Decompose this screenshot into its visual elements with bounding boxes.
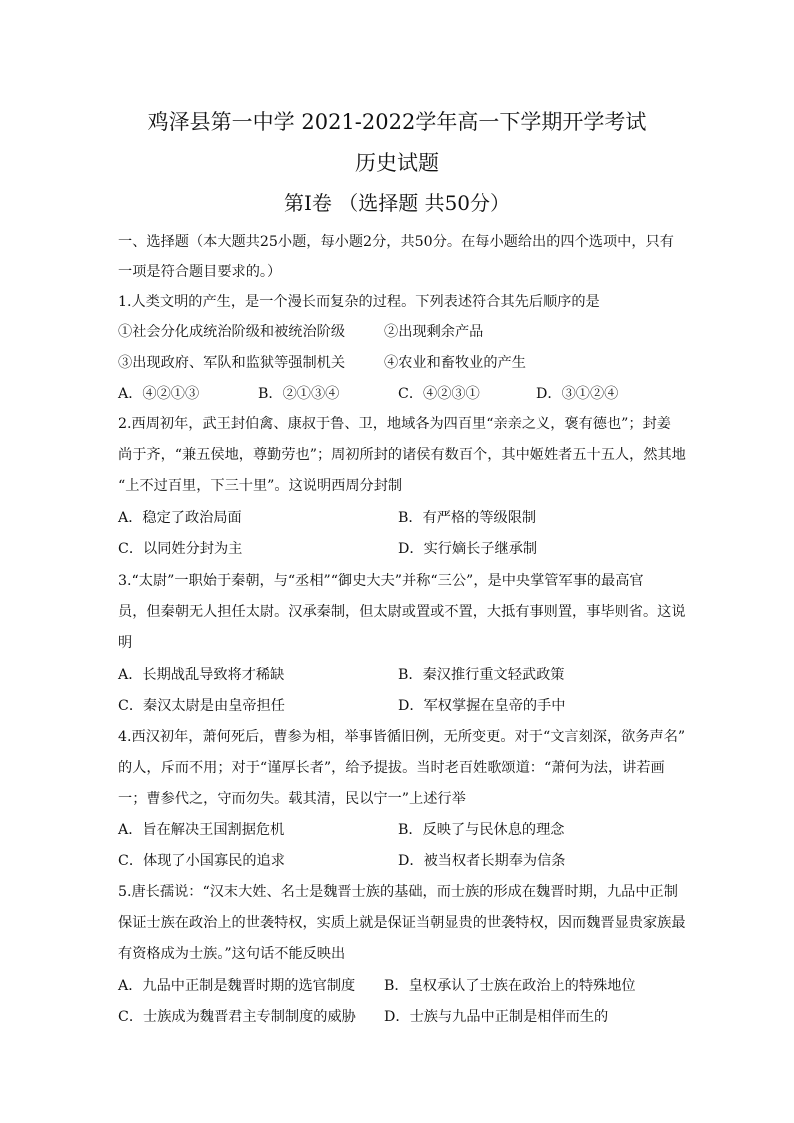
question-5-stem: 保证士族在政治上的世袭特权，实质上就是保证当朝显贵的世袭特权，因而魏晋显贵家族最 — [118, 915, 686, 931]
subject-title: 历史试题 — [355, 151, 439, 175]
question-1-item-3: ③出现政府、军队和监狱等强制机关 — [118, 355, 346, 371]
exam-title: 鸡泽县第一中学 2021-2022学年高一下学期开学考试 — [147, 110, 647, 134]
question-1-stem: 1.人类文明的产生，是一个漫长而复杂的过程。下列表述符合其先后顺序的是 — [118, 294, 600, 310]
question-1-item-1: ①社会分化成统治阶级和被统治阶级 — [118, 324, 346, 340]
question-3-option-c: C．秦汉太尉是由皇帝担任 — [118, 698, 285, 714]
question-4-option-c: C．体现了小国寡民的追求 — [118, 853, 285, 869]
question-5-option-c: C．士族成为魏晋君主专制制度的威胁 — [118, 1009, 356, 1025]
question-5-stem: 5.唐长孺说：“汉末大姓、名士是魏晋士族的基础，而士族的形成在魏晋时期，九品中正制 — [118, 884, 678, 900]
question-4-option-d: D．被当权者长期奉为信条 — [398, 853, 566, 869]
section-title: 第Ⅰ卷 （选择题 共50分） — [283, 191, 511, 215]
question-2-option-d: D．实行嫡长子继承制 — [398, 541, 538, 557]
question-1-item-2: ②出现剩余产品 — [384, 324, 484, 340]
question-5-option-b: B．皇权承认了士族在政治上的特殊地位 — [384, 978, 636, 994]
question-1-option-c: C．④②③① — [398, 386, 480, 402]
question-3-option-a: A．长期战乱导致将才稀缺 — [118, 667, 285, 683]
question-3-stem: 3.“太尉”一职始于秦朝，与“丞相”“御史大夫”并称“三公”，是中央掌管军事的最高官 — [118, 573, 644, 589]
question-3-option-d: D．军权掌握在皇帝的手中 — [398, 698, 566, 714]
question-1-option-b: B．②①③④ — [258, 386, 340, 402]
question-4-stem: 一；曹参代之，守而勿失。载其清，民以宁一”上述行举 — [118, 791, 466, 807]
question-3-stem: 明 — [118, 635, 133, 651]
question-1-option-a: A．④②①③ — [118, 386, 200, 402]
question-2-stem: 2.西周初年，武王封伯禽、康叔于鲁、卫，地域各为四百里“亲亲之义，褒有德也”；封姜 — [118, 416, 671, 432]
question-4-stem: 的人，斥而不用；对于“谨厚长者”，给予提拔。当时老百姓歌颂道：“萧何为法，讲若画 — [118, 760, 665, 776]
question-1-option-d: D．③①②④ — [536, 386, 619, 402]
question-4-option-a: A．旨在解决王国割据危机 — [118, 822, 285, 838]
question-2-option-b: B．有严格的等级限制 — [398, 510, 537, 526]
question-5-option-d: D．士族与九品中正制是相伴而生的 — [384, 1009, 609, 1025]
question-3-stem: 员，但秦朝无人担任太尉。汉承秦制，但太尉或置或不置，大抵有事则置，事毕则省。这说 — [118, 604, 686, 620]
question-3-option-b: B．秦汉推行重文轻武政策 — [398, 667, 565, 683]
question-2-stem: 尚于齐，“兼五侯地，尊勤劳也”；周初所封的诸侯有数百个，其中姬姓者五十五人，然其地 — [118, 447, 686, 463]
question-2-option-a: A．稳定了政治局面 — [118, 510, 242, 526]
question-5-stem: 有资格成为士族。”这句话不能反映出 — [118, 946, 346, 962]
question-2-stem: “上不过百里，下三十里”。这说明西周分封制 — [118, 478, 403, 494]
question-4-stem: 4.西汉初年，萧何死后，曹参为相，举事皆循旧例，无所变更。对于“文言刻深，欲务声名” — [118, 729, 686, 745]
question-4-option-b: B．反映了与民休息的理念 — [398, 822, 565, 838]
question-5-option-a: A．九品中正制是魏晋时期的选官制度 — [118, 978, 356, 994]
instruction-line: 一项是符合题目要求的。） — [118, 264, 282, 280]
question-1-item-4: ④农业和畜牧业的产生 — [384, 355, 526, 371]
question-2-option-c: C．以同姓分封为主 — [118, 541, 243, 557]
instruction-line: 一、选择题（本大题共25小题，每小题2分，共50分。在每小题给出的四个选项中，只有 — [118, 234, 674, 250]
